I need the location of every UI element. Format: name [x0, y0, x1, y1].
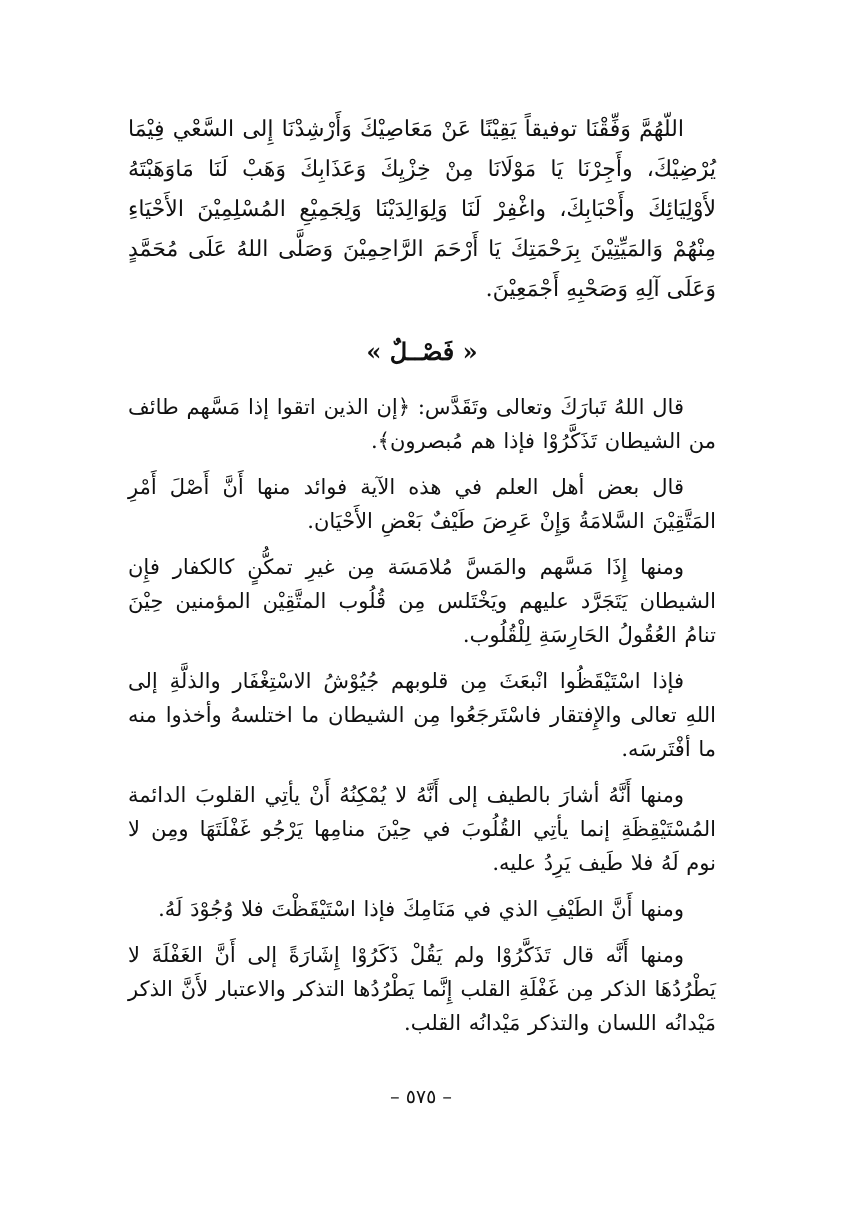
paragraph-3: ومنها إِذَا مَسَّهم والمَسَّ مُلامَسَة مِن غيرِ تمكُّنٍ كالكفار فإِن الشيطان يَتَجَرَّد عليهم ويَخْتَلس مِن قُلُوب المتَّقِيْن المؤمنين حِيْنَ تنامُ العُقُولُ الحَارِسَةِ لِلْقُلُوب. — [128, 555, 716, 647]
paragraph-6: ومنها أَنَّ الطَيْفِ الذي في مَنَامِكَ فإذا اسْتَيْقَظْتَ فلا وُجُوْدَ لَهُ. — [158, 897, 684, 921]
document-page — [128, 110, 716, 1052]
paragraph-1: قال اللهُ تَبارَكَ وتعالى وتَقَدَّس: ﴿إن الذين اتقوا إذا مَسَّهم طائف من الشيطان تَذَكَّرُوْا فإذا هم مُبصرون﴾. — [128, 395, 716, 453]
paragraph-4: فإذا اسْتَيْقَظُوا انْبعَثَ مِن قلوبهم جُيُوْشُ الاسْتِغْفَار والذلَّةِ إلى اللهِ تعالى والإِفتقار فاسْتَرجَعُوا مِن الشيطان ما اختلسهُ وأخذوا منه ما أفْتَرسَه. — [128, 669, 716, 761]
page-number: – ٥٧٥ – — [390, 1086, 452, 1108]
section-title: « فَصْــلٌ » — [366, 337, 478, 366]
paragraph-7: ومنها أَنَّه قال تَذَكَّرُوْا ولم يَقُلْ ذَكَرُوْا إِشَارَةً إلى أَنَّ الغَفْلَةَ لا يَطْرُدُهَا الذكر مِن غَفْلَةِ القلب إِنَّما يَطْرُدُها التذكر والاعتبار لأَنَّ الذكر مَيْدانُه اللسان والتذكر مَيْدانُه القلب. — [128, 943, 716, 1035]
dua-paragraph: اللّهُمَّ وَفِّقْنَا توفيقاً يَقِيْنًا عَنْ مَعَاصِيْكَ وَأَرْشِدْنَا إِلى السَّعْي فِيْمَا يُرْضِيْكَ، وأَجِرْنَا يَا مَوْلَانَا مِنْ خِزْيِكَ وَعَذَابِكَ وَهَبْ لَنَا مَاوَهَبْتَهُ لأَوْلِيَائِكَ وأَحْبَابِكَ، واغْفِرْ لَنَا وَلِوَالِدَيْنَا وَلِجَمِيْعِ المُسْلِمِيْنَ الأَحْيَاءِ مِنْهُمْ وَالمَيِّتِيْنَ بِرَحْمَتِكَ يَا أَرْحَمَ الرَّاحِمِيْنَ وَصَلَّى اللهُ عَلَى مُحَمَّدٍ وَعَلَى آلِهِ وَصَحْبِهِ أَجْمَعِيْنَ. — [128, 117, 716, 302]
paragraph-2: قال بعض أهل العلم في هذه الآية فوائد منها أَنَّ أَصْلَ أَمْرِ المَتَّقِيْنَ السَّلامَةُ وَإِنْ عَرِضَ طَيْفٌ بَعْضِ الأَحْيَان. — [128, 475, 716, 533]
paragraph-5: ومنها أَنَّهُ أشارَ بالطيف إلى أَنَّهُ لا يُمْكِنُهُ أَنْ يأتِي القلوبَ الدائمة المُسْتَيْقِظَةِ إنما يأتِي القُلُوبَ في حِيْنَ منامِها يَرْجُو غَفْلَتَهَا ومِن لا نوم لَهُ فلا طَيف يَرِدُ عليه. — [128, 783, 716, 875]
